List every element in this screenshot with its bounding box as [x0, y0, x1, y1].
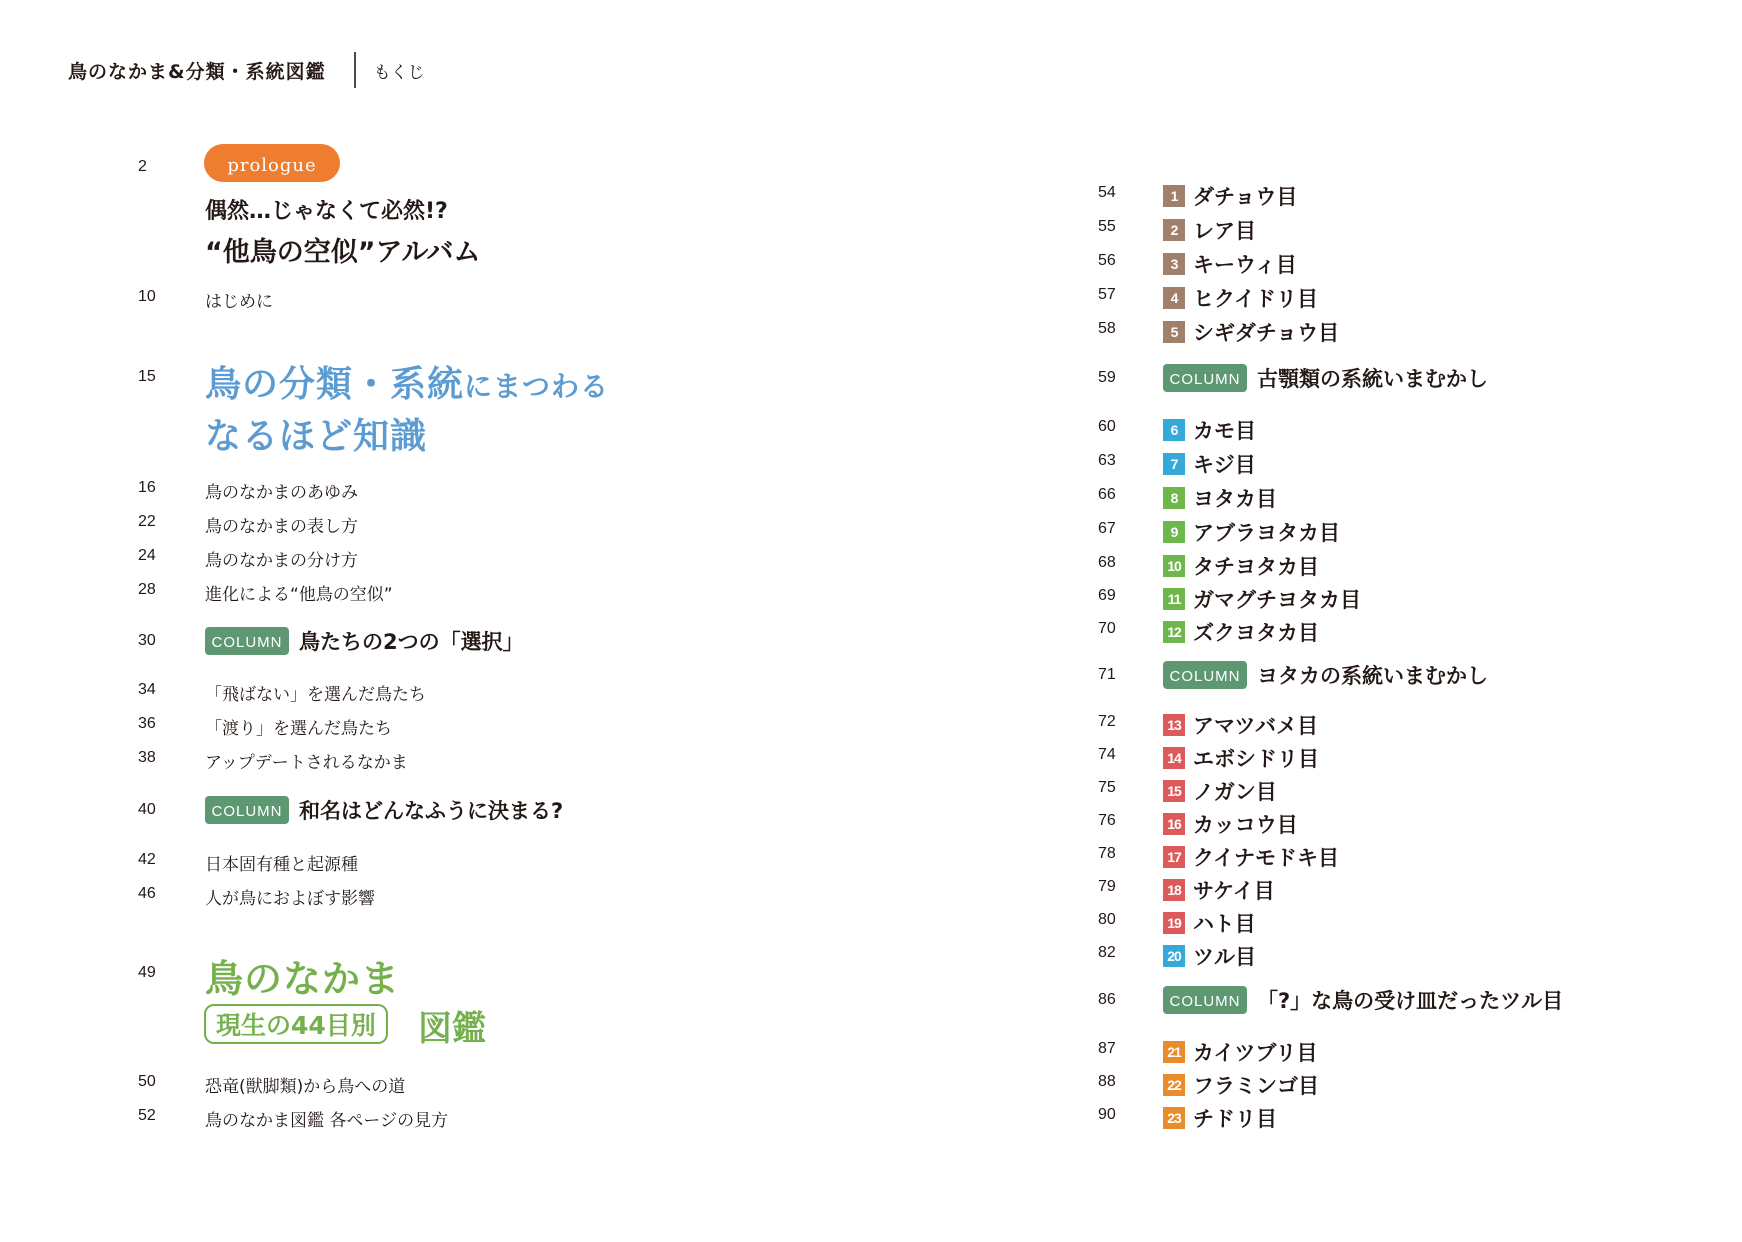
- toc-order-entry[interactable]: [1163, 584, 1361, 614]
- page-number: 24: [138, 547, 156, 564]
- toc-order-entry[interactable]: [1163, 710, 1318, 740]
- page-number: 58: [1098, 320, 1116, 337]
- column-badge: COLUMN: [1163, 986, 1247, 1014]
- order-name: フラミンゴ目: [1193, 1074, 1319, 1098]
- page-number: 15: [138, 368, 156, 385]
- order-number: 1: [1163, 185, 1185, 207]
- order-name: レア目: [1193, 219, 1256, 243]
- page-number: 82: [1098, 944, 1116, 961]
- order-number: 9: [1163, 521, 1185, 543]
- page-number: 38: [138, 749, 156, 766]
- page-number: 57: [1098, 286, 1116, 303]
- order-name: ヒクイドリ目: [1193, 287, 1318, 311]
- toc-column-entry[interactable]: [1163, 660, 1488, 690]
- page-number: 42: [138, 851, 156, 868]
- order-name: シギダチョウ目: [1193, 321, 1340, 345]
- order-name: チドリ目: [1193, 1107, 1277, 1131]
- order-number: 14: [1163, 747, 1185, 769]
- prologue-title-line1[interactable]: 偶然…じゃなくて必然!?: [205, 199, 448, 224]
- order-number: 2: [1163, 219, 1185, 241]
- page-number: 54: [1098, 184, 1116, 201]
- page-number: 72: [1098, 713, 1116, 730]
- page-number: 40: [138, 801, 156, 818]
- order-number: 17: [1163, 846, 1185, 868]
- order-name: クイナモドキ目: [1193, 846, 1339, 870]
- order-name: ガマグチヨタカ目: [1193, 588, 1361, 612]
- toc-order-entry[interactable]: [1163, 181, 1297, 211]
- page-number: 50: [138, 1073, 156, 1090]
- page-number: 67: [1098, 520, 1116, 537]
- toc-column-entry[interactable]: [1163, 363, 1488, 393]
- page-number: 79: [1098, 878, 1116, 895]
- page-number: 69: [1098, 587, 1116, 604]
- page-number: 87: [1098, 1040, 1116, 1057]
- toc-order-entry[interactable]: [1163, 249, 1297, 279]
- column-badge: COLUMN: [1163, 364, 1247, 392]
- order-number: 12: [1163, 621, 1185, 643]
- order-name: カッコウ目: [1193, 813, 1298, 837]
- part1-heading-line2[interactable]: なるほど知識: [205, 416, 428, 457]
- page-number: 66: [1098, 486, 1116, 503]
- order-number: 11: [1163, 588, 1185, 610]
- toc-order-entry[interactable]: [1163, 551, 1319, 581]
- page-number: 80: [1098, 911, 1116, 928]
- page-number: 16: [138, 479, 156, 496]
- page-number: 68: [1098, 554, 1116, 571]
- order-number: 4: [1163, 287, 1185, 309]
- toc-order-entry[interactable]: [1163, 1103, 1277, 1133]
- order-number: 5: [1163, 321, 1185, 343]
- toc-column-entry[interactable]: [205, 795, 563, 825]
- toc-entry[interactable]: 「渡り」を選んだ鳥たち: [205, 719, 392, 739]
- toc-entry[interactable]: 鳥のなかま図鑑 各ページの見方: [205, 1111, 449, 1131]
- toc-order-entry[interactable]: [1163, 517, 1340, 547]
- page-number: 56: [1098, 252, 1116, 269]
- part1-heading-main: 鳥の分類・系統: [205, 364, 465, 405]
- part2-heading-line1[interactable]: 鳥のなかま: [205, 957, 401, 1001]
- toc-order-entry[interactable]: [1163, 842, 1339, 872]
- page-number: 59: [1098, 369, 1116, 386]
- page-number: 28: [138, 581, 156, 598]
- toc-order-entry[interactable]: [1163, 908, 1256, 938]
- part1-heading-line1[interactable]: [205, 356, 609, 407]
- toc-order-entry[interactable]: [1163, 941, 1256, 971]
- page-number: 55: [1098, 218, 1116, 235]
- order-name: アブラヨタカ目: [1193, 521, 1340, 545]
- order-number: 6: [1163, 419, 1185, 441]
- order-number: 10: [1163, 555, 1185, 577]
- page-number: 90: [1098, 1106, 1116, 1123]
- toc-order-entry[interactable]: [1163, 415, 1256, 445]
- order-name: キジ目: [1193, 453, 1256, 477]
- order-number: 16: [1163, 813, 1185, 835]
- column-title: 「?」な鳥の受け皿だったツル目: [1257, 989, 1564, 1013]
- order-name: ノガン目: [1193, 780, 1277, 804]
- toc-order-entry[interactable]: [1163, 809, 1298, 839]
- toc-order-entry[interactable]: [1163, 1070, 1319, 1100]
- order-name: カモ目: [1193, 419, 1256, 443]
- toc-entry[interactable]: 「飛ばない」を選んだ鳥たち: [205, 685, 426, 705]
- order-number: 7: [1163, 453, 1185, 475]
- page-number: 49: [138, 964, 156, 981]
- book-title: 鳥のなかま&分類・系統図鑑: [68, 60, 326, 83]
- page-number: 60: [1098, 418, 1116, 435]
- section-label: もくじ: [373, 62, 425, 83]
- order-number: 13: [1163, 714, 1185, 736]
- part1-heading-rest: にまつわる: [464, 370, 610, 403]
- page-number: 2: [138, 158, 147, 175]
- page-number: 74: [1098, 746, 1116, 763]
- order-number: 20: [1163, 945, 1185, 967]
- page-number: 30: [138, 632, 156, 649]
- toc-order-entry[interactable]: [1163, 283, 1318, 313]
- order-name: ハト目: [1193, 912, 1256, 936]
- page-number: 78: [1098, 845, 1116, 862]
- order-number: 18: [1163, 879, 1185, 901]
- order-number: 3: [1163, 253, 1185, 275]
- column-badge: COLUMN: [205, 627, 289, 655]
- toc-entry[interactable]: 人が鳥におよぼす影響: [205, 889, 375, 909]
- toc-entry[interactable]: 日本固有種と起源種: [205, 855, 358, 875]
- page-number: 70: [1098, 620, 1116, 637]
- column-title: 鳥たちの2つの「選択」: [299, 630, 524, 654]
- toc-order-entry[interactable]: [1163, 617, 1319, 647]
- page-number: 52: [138, 1107, 156, 1124]
- toc-entry[interactable]: 恐竜(獣脚類)から鳥への道: [205, 1077, 406, 1097]
- toc-entry[interactable]: アップデートされるなかま: [205, 753, 408, 773]
- running-header: [68, 52, 425, 88]
- page-number: 34: [138, 681, 156, 698]
- page-number: 88: [1098, 1073, 1116, 1090]
- order-name: アマツバメ目: [1193, 714, 1318, 738]
- prologue-badge: prologue: [204, 144, 340, 182]
- order-name: ヨタカ目: [1193, 487, 1277, 511]
- part2-heading-zukan: 図鑑: [418, 1009, 486, 1049]
- toc-column-entry[interactable]: [205, 626, 524, 656]
- toc-entry[interactable]: 鳥のなかまの分け方: [205, 551, 358, 571]
- order-name: ダチョウ目: [1193, 185, 1298, 209]
- page-number: 10: [138, 288, 156, 305]
- order-name: タチヨタカ目: [1193, 555, 1319, 579]
- order-name: ズクヨタカ目: [1193, 621, 1319, 645]
- toc-order-entry[interactable]: [1163, 1037, 1318, 1067]
- order-name: キーウィ目: [1193, 253, 1297, 277]
- order-number: 15: [1163, 780, 1185, 802]
- toc-order-entry[interactable]: [1163, 317, 1339, 347]
- toc-entry[interactable]: 進化による“他鳥の空似”: [205, 585, 393, 605]
- order-number: 22: [1163, 1074, 1185, 1096]
- toc-entry-introduction[interactable]: はじめに: [205, 292, 273, 312]
- page-number: 46: [138, 885, 156, 902]
- page-number: 71: [1098, 666, 1116, 683]
- column-title: ヨタカの系統いまむかし: [1257, 664, 1488, 688]
- toc-order-entry[interactable]: [1163, 483, 1277, 513]
- order-number: 23: [1163, 1107, 1185, 1129]
- toc-entry[interactable]: 鳥のなかまの表し方: [205, 517, 358, 537]
- page-number: 76: [1098, 812, 1116, 829]
- order-number: 21: [1163, 1041, 1185, 1063]
- order-name: サケイ目: [1193, 879, 1275, 903]
- page-number: 22: [138, 513, 156, 530]
- order-name: ツル目: [1193, 945, 1256, 969]
- toc-order-entry[interactable]: [1163, 449, 1256, 479]
- column-title: 古顎類の系統いまむかし: [1257, 367, 1488, 391]
- toc-entry[interactable]: 鳥のなかまのあゆみ: [205, 483, 358, 503]
- page-number: 36: [138, 715, 156, 732]
- toc-order-entry[interactable]: [1163, 776, 1277, 806]
- toc-order-entry[interactable]: [1163, 743, 1319, 773]
- toc-order-entry[interactable]: [1163, 215, 1256, 245]
- page-number: 75: [1098, 779, 1116, 796]
- page-number: 63: [1098, 452, 1116, 469]
- order-name: カイツブリ目: [1193, 1041, 1318, 1065]
- page-number: 86: [1098, 991, 1116, 1008]
- header-divider: [354, 52, 356, 88]
- column-badge: COLUMN: [205, 796, 289, 824]
- order-number: 8: [1163, 487, 1185, 509]
- column-title: 和名はどんなふうに決まる?: [299, 799, 564, 823]
- order-name: エボシドリ目: [1193, 747, 1319, 771]
- toc-column-entry[interactable]: [1163, 985, 1563, 1015]
- column-badge: COLUMN: [1163, 661, 1247, 689]
- toc-order-entry[interactable]: [1163, 875, 1275, 905]
- part2-heading-box: 現生の44目別: [204, 1004, 388, 1044]
- order-number: 19: [1163, 912, 1185, 934]
- prologue-title-line2[interactable]: “他鳥の空似”アルバム: [205, 237, 481, 268]
